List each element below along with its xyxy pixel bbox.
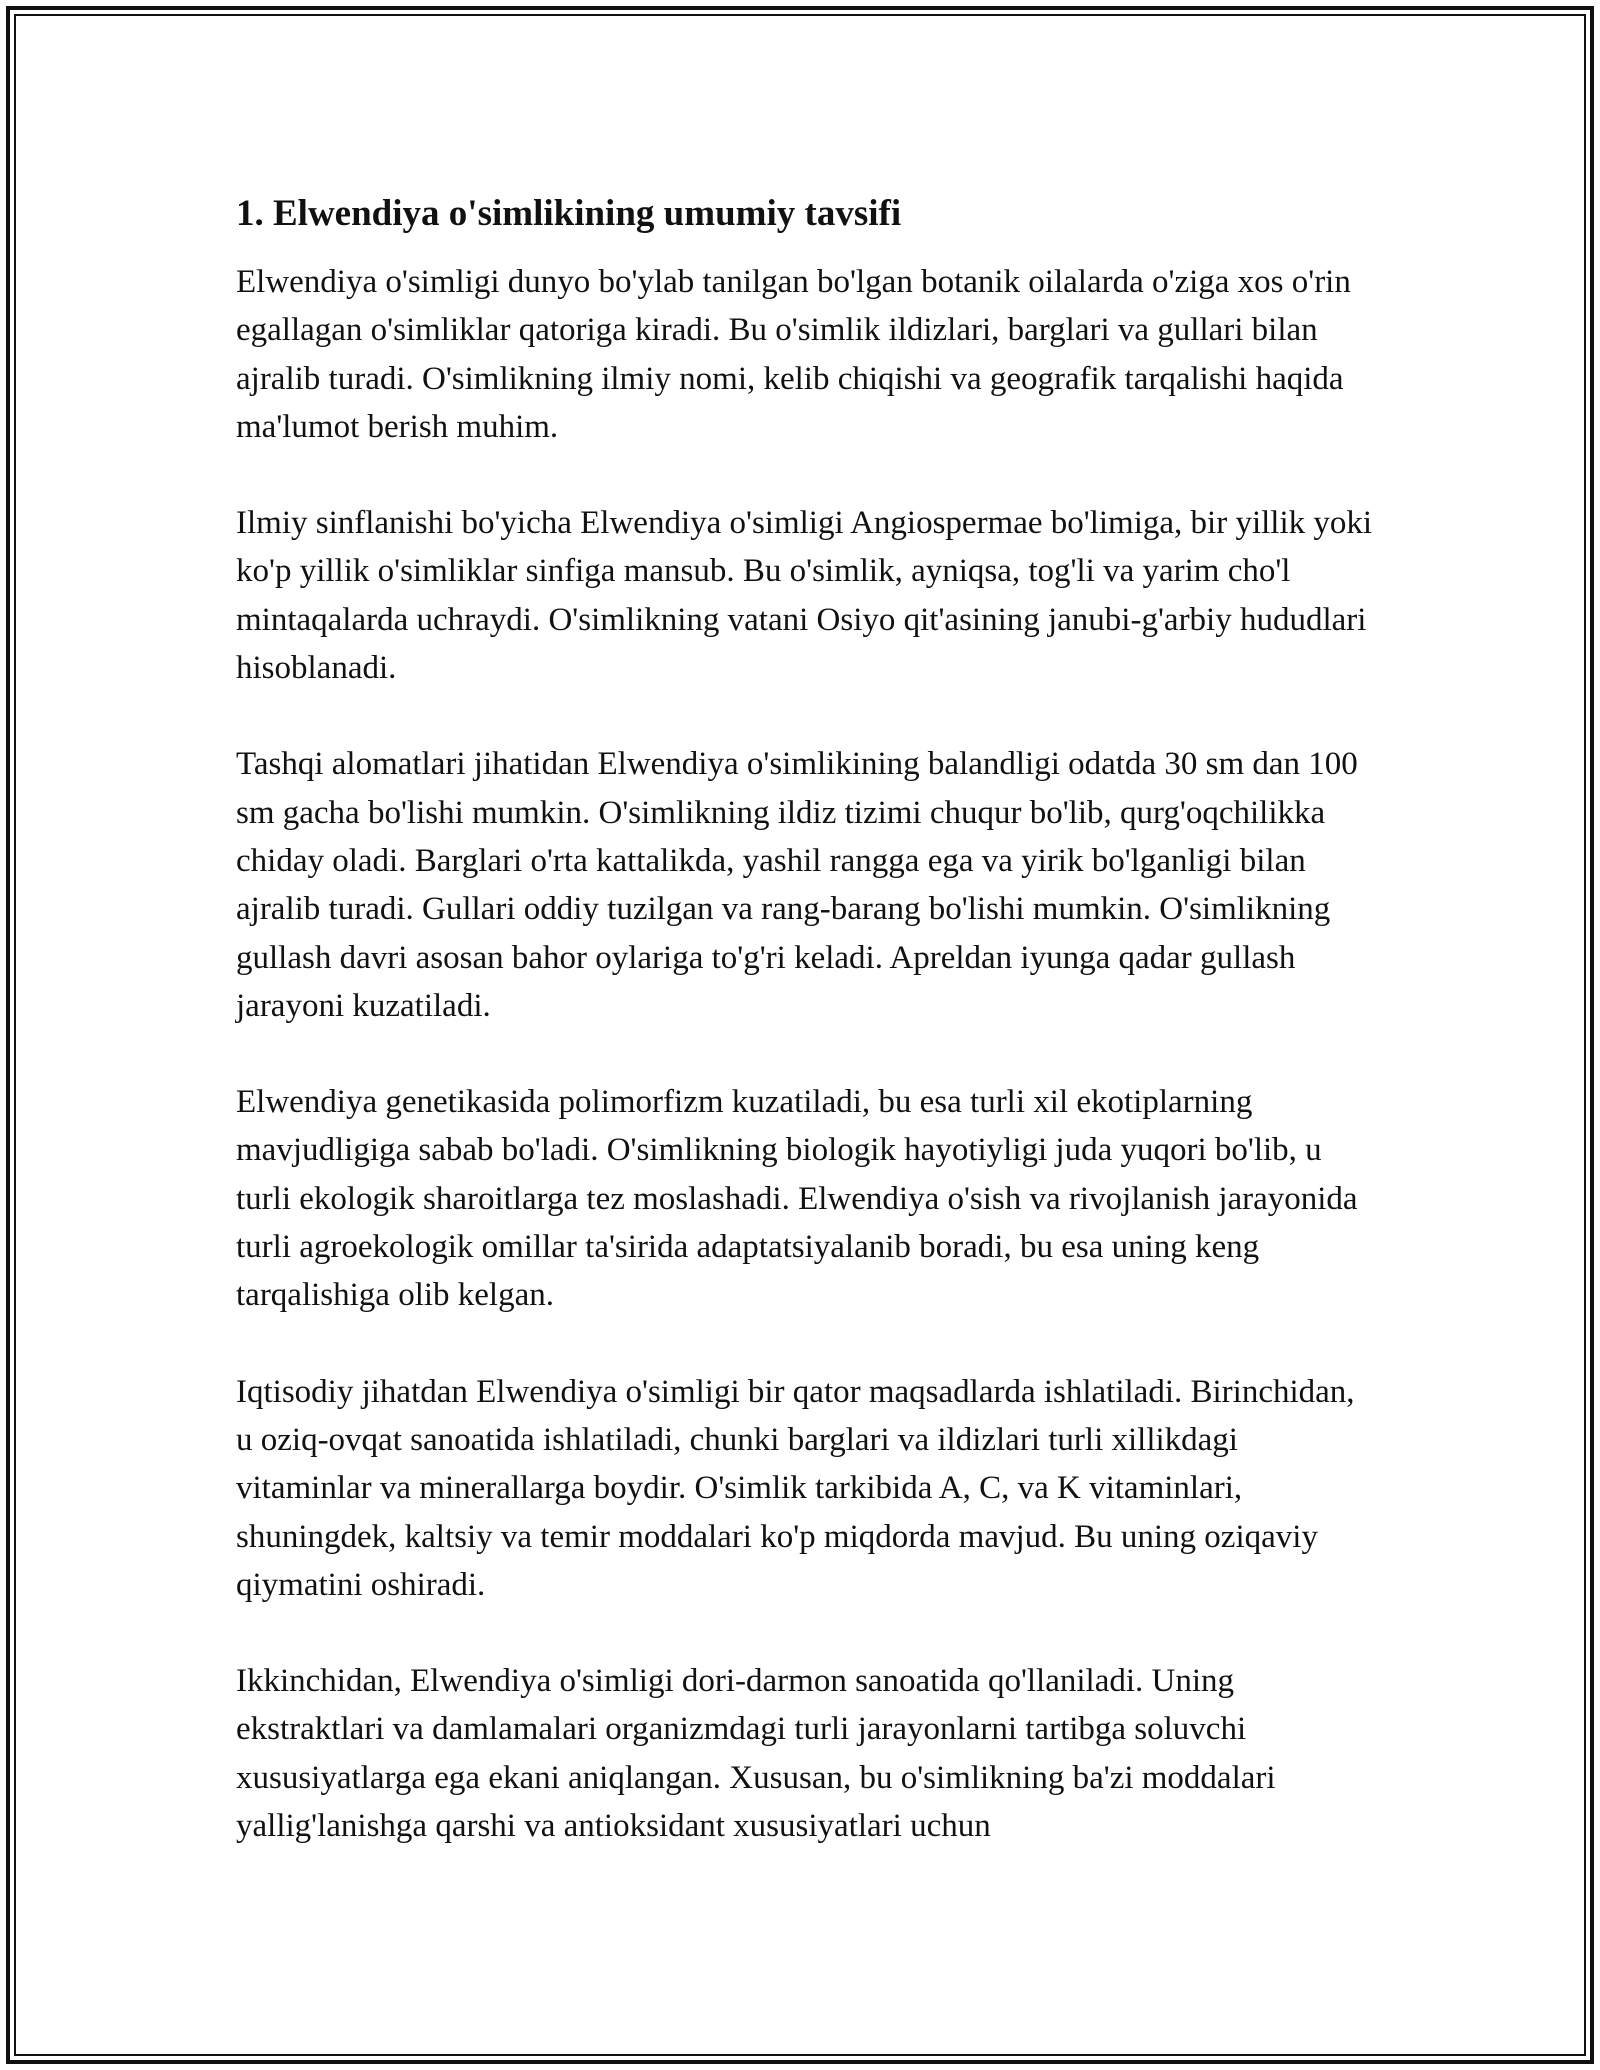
paragraph-medicinal-use: Ikkinchidan, Elwendiya o'simligi dori-darmon sanoatida qo'llaniladi. Uning ekstraktlari va damlamalari organizmdagi turli jarayonlarni tartibga soluvchi xususiyatlarga ega ekani aniqlangan. Xususan, bu o'simlikning ba'zi moddalari yallig'lanishga qarshi va antioksidant xususiyatlari uchun [236, 1663, 1276, 1845]
paragraph-classification: Ilmiy sinflanishi bo'yicha Elwendiya o'simligi Angiospermae bo'limiga, bir yillik yoki ko'p yillik o'simliklar sinfiga mansub. Bu o'simlik, ayniqsa, tog'li va yarim cho'l mintaqalarda uchraydi. O'simlikning vatani Osiyo qit'asining janubi-g'arbiy hududlari hisoblanadi. [236, 505, 1373, 687]
paragraph-appearance: Tashqi alomatlari jihatidan Elwendiya o'simlikining balandligi odatda 30 sm dan 100 sm gacha bo'lishi mumkin. O'simlikning ildiz tizimi chuqur bo'lib, qurg'oqchilikka chiday oladi. Barglari o'rta kattalikda, yashil rangga ega va yirik bo'lganligi bilan ajralib turadi. Gullari oddiy tuzilgan va rang-barang bo'lishi mumkin. O'simlikning gullash davri asosan bahor oylariga to'g'ri keladi. Apreldan iyunga qadar gullash jarayoni kuzatiladi. [236, 746, 1358, 1024]
paragraph-intro: Elwendiya o'simligi dunyo bo'ylab tanilgan bo'lgan botanik oilalarda o'ziga xos o'rin egallagan o'simliklar qatoriga kiradi. Bu o'simlik ildizlari, barglari va gullari bilan ajralib turadi. O'simlikning ilmiy nomi, kelib chiqishi va geografik tarqalishi haqida ma'lumot berish muhim. [236, 264, 1351, 445]
paragraph-genetics: Elwendiya genetikasida polimorfizm kuzatiladi, bu esa turli xil ekotiplarning mavjudligiga sabab bo'ladi. O'simlikning biologik hayotiyligi juda yuqori bo'lib, u turli ekologik sharoitlarga tez moslashadi. Elwendiya o'sish va rivojlanish jarayonida turli agroekologik omillar ta'sirida adaptatsiyalanib boradi, bu esa uning keng tarqalishiga olib kelgan. [236, 1084, 1358, 1314]
document-body [236, 186, 1376, 1850]
section-title: 1. Elwendiya o'simlikining umumiy tavsifi [236, 193, 902, 234]
paragraph-economic-use: Iqtisodiy jihatdan Elwendiya o'simligi bir qator maqsadlarda ishlatiladi. Birinchidan, u oziq-ovqat sanoatida ishlatiladi, chunki barglari va ildizlari turli xillikdagi vitaminlar va minerallarga boydir. O'simlik tarkibida A, C, va K vitaminlari, shuningdek, kaltsiy va temir moddalari ko'p miqdorda mavjud. Bu uning oziqaviy qiymatini oshiradi. [236, 1373, 1355, 1603]
